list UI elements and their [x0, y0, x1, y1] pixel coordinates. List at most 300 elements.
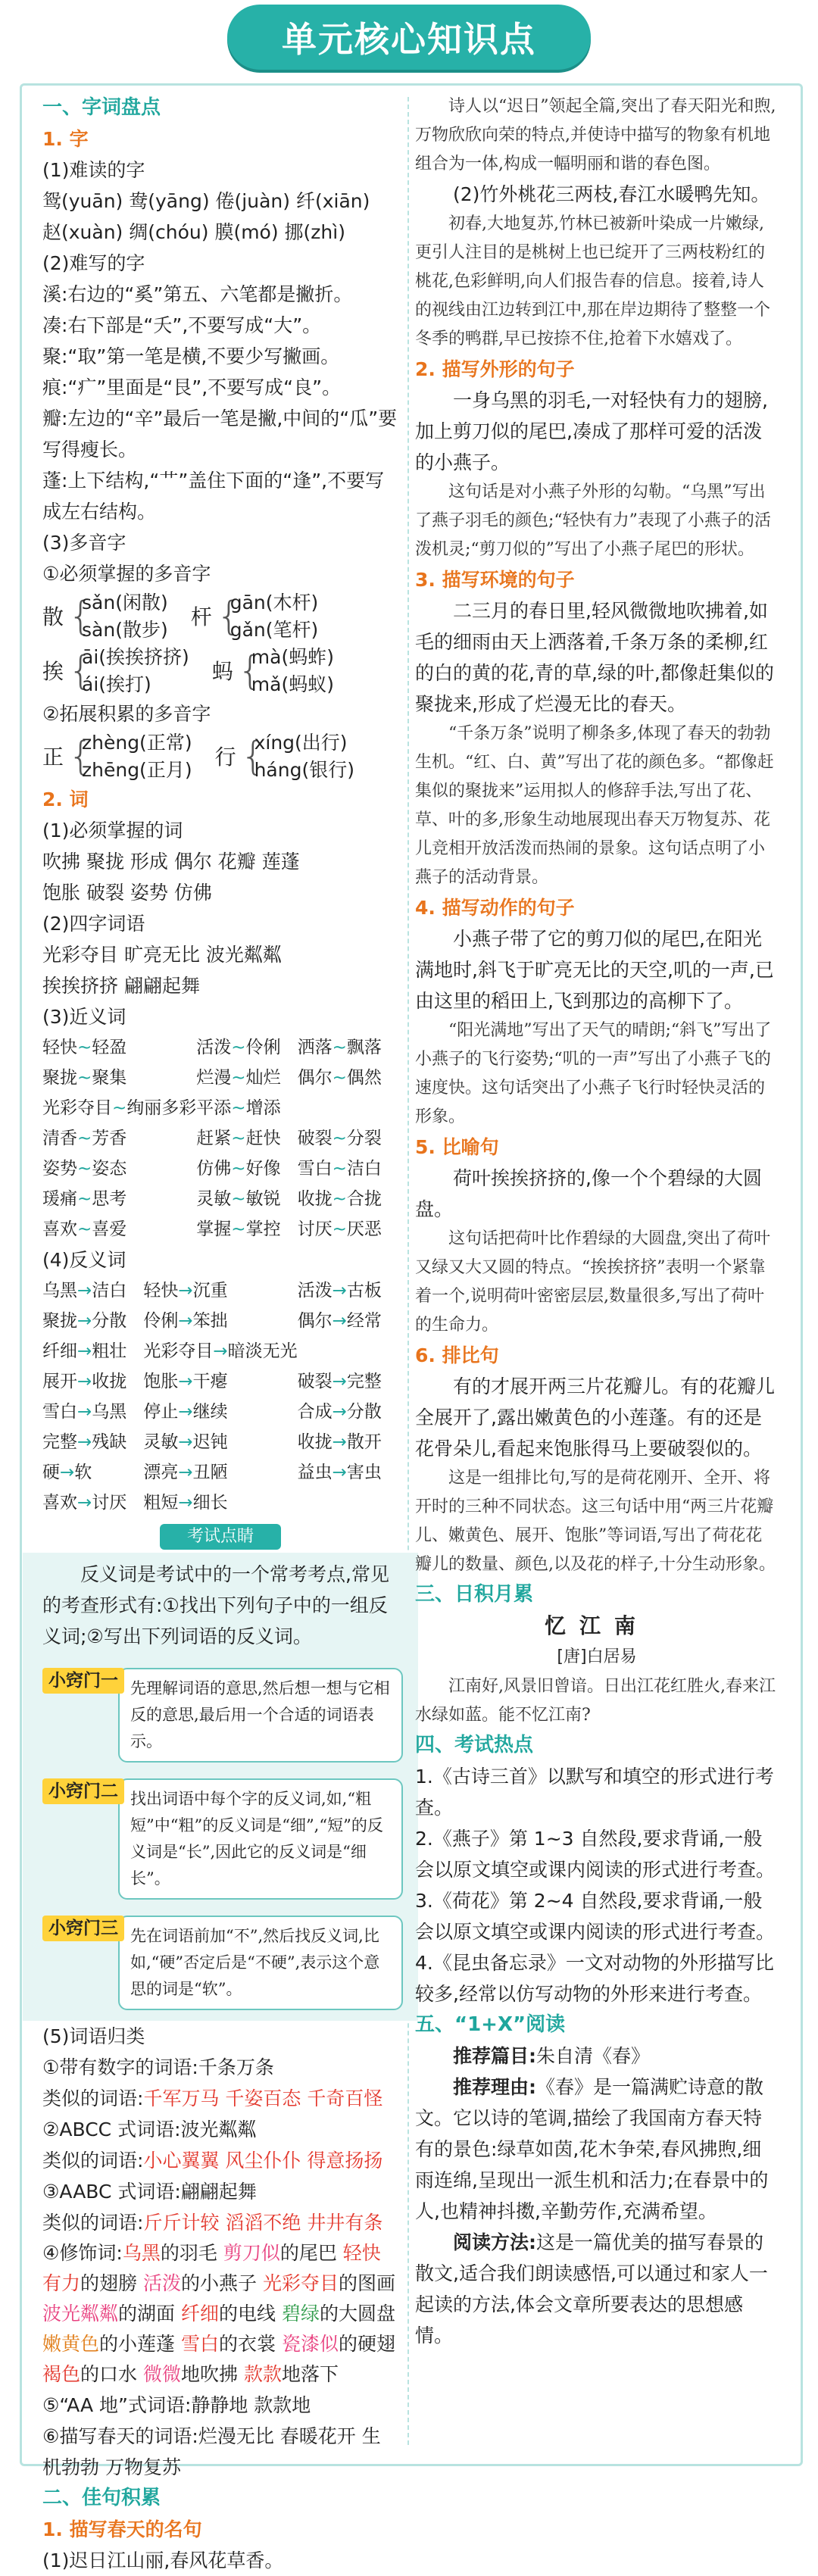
class-example: ②ABCC 式词语:波光粼粼: [42, 2119, 257, 2140]
word: 赶紧: [196, 1129, 232, 1148]
paired-word: 好像: [245, 1159, 281, 1179]
arrow-icon: →: [77, 1281, 92, 1300]
arrow-icon: →: [178, 1463, 193, 1482]
analysis-note: 这是一组排比句,写的是荷花刚开、全开、将开时的三种不同状态。这三句话中用“两三片花瓣儿、嫩黄色、展开、饱胀”等词语,写出了荷花花瓣儿的数量、颜色,以及花的样子,十分生动形象。: [415, 1469, 776, 1574]
section-heading: 一、字词盘点: [42, 96, 161, 119]
similar-words: 斤斤计较 滔滔不绝 井井有条: [143, 2212, 383, 2234]
item-label: (1)必须掌握的词: [42, 820, 183, 841]
paired-word: 洁白: [92, 1281, 127, 1300]
word: 伶俐: [143, 1311, 179, 1331]
hard-char-note: 聚:“取”第一笔是横,不要少写撇画。: [42, 345, 340, 367]
word: 仿佛: [196, 1159, 232, 1179]
paired-word: 古板: [346, 1281, 382, 1300]
subsection-heading: 2. 描写外形的句子: [415, 358, 575, 380]
word-pair: [42, 1093, 196, 1123]
paired-word: 灿烂: [245, 1068, 281, 1088]
word-pair: [42, 1336, 143, 1366]
arrow-icon: →: [178, 1281, 193, 1300]
recommended-title: [415, 2041, 779, 2072]
paired-word: 分散: [92, 1311, 127, 1331]
paired-word: 飘落: [346, 1038, 382, 1057]
hard-char-note: 瓣:左边的“辛”最后一笔是撇,中间的“瓜”要写得瘦长。: [42, 407, 398, 461]
recommend-reason: [415, 2072, 779, 2227]
paired-word: 合拢: [346, 1189, 382, 1209]
polyphone-row: [42, 589, 398, 644]
word: 灵敏: [196, 1189, 232, 1209]
hard-char-note: 溪:右边的“奚”第五、六笔都是撇折。: [42, 283, 353, 305]
noun: 地吹拂: [180, 2363, 244, 2385]
example-sentence: 有的才展开两三片花瓣儿。有的花瓣儿全展开了,露出嫩黄色的小莲蓬。有的还是花骨朵儿,看起来饱胀得马上要破裂似的。: [415, 1375, 776, 1460]
item-label: ①必须掌握的多音字: [42, 563, 211, 585]
noun: 地落下: [281, 2363, 339, 2385]
word: 瑗痛: [42, 1189, 77, 1209]
paired-word: 粗壮: [92, 1341, 127, 1361]
modifier: 嫩黄色: [42, 2333, 100, 2355]
word: 益虫: [297, 1463, 333, 1482]
arrow-icon: →: [332, 1311, 347, 1331]
subsection-heading: 1. 字: [42, 128, 89, 150]
reason-text: 《春》是一篇满贮诗意的散文。它以诗的笔调,描绘了我国南方春天特有的景色:绿草如茵,花木争荣,春风拂煦,细雨连绵,呈现出一派生机和活力;在春景中的人,也精神抖擞,辛勤劳作,充满希望。: [415, 2076, 769, 2222]
word-pair: [196, 1093, 297, 1123]
word-pair: [42, 1184, 196, 1214]
word: 灵敏: [143, 1432, 179, 1452]
paired-word: 分裂: [346, 1129, 382, 1148]
modifier-words: [42, 2238, 398, 2390]
item-label: (1)难读的字: [42, 159, 145, 181]
word: 饱胀: [143, 1372, 179, 1391]
item-label: (2)难写的字: [42, 252, 145, 274]
tip-card: [42, 1775, 403, 1900]
word: 轻快: [42, 1038, 77, 1057]
analysis-note: 这句话把荷叶比作碧绿的大圆盘,突出了荷叶又绿又大又圆的特点。“挨挨挤挤”表明一个紧靠着一个,说明荷叶密密层层,数量很多,写出了荷叶的生命力。: [415, 1229, 770, 1335]
word-pair: [196, 1154, 297, 1184]
arrow-icon: →: [178, 1311, 193, 1331]
word-line: 饱胀 破裂 姿势 仿佛: [42, 882, 212, 904]
modifier: 雪白: [180, 2333, 219, 2355]
left-column: [42, 92, 398, 2576]
word: 收拢: [297, 1189, 333, 1209]
word-pair: [298, 1336, 398, 1366]
similar-words: 小心翼翼 风尘仆仆 得意扬扬: [143, 2150, 383, 2172]
item-label: (4)反义词: [42, 1249, 126, 1271]
word-pair: [42, 1397, 143, 1427]
word-pair: [143, 1427, 297, 1457]
paired-word: 绚丽多彩: [126, 1098, 197, 1118]
word: 讨厌: [297, 1219, 333, 1239]
tilde-icon: ~: [77, 1068, 92, 1088]
word-pair: [42, 1306, 143, 1336]
word-pair: [42, 1063, 196, 1093]
arrow-icon: →: [332, 1463, 347, 1482]
tilde-icon: ~: [332, 1129, 347, 1148]
subsection-heading: 4. 描写动作的句子: [415, 897, 575, 919]
word-pair: [298, 1123, 398, 1154]
paired-word: 聚集: [92, 1068, 127, 1088]
reading: sàn(散步): [82, 619, 168, 641]
pinyin-line: 鸳(yuān) 鸯(yāng) 倦(juàn) 纤(xiān): [42, 190, 370, 212]
class-example: ①带有数字的词语:千条万条: [42, 2056, 274, 2078]
paired-word: 收拢: [92, 1372, 127, 1391]
word-pair: [143, 1306, 297, 1336]
word: 光彩夺目: [42, 1098, 112, 1118]
word-pair: [298, 1397, 398, 1427]
word-pair: [298, 1276, 398, 1306]
analysis-note: “千条万条”说明了柳条多,体现了春天的勃勃生机。“红、白、黄”写出了花的颜色多。“都像赶集似的聚拢来”运用拟人的修辞手法,写出了花、草、叶的多,形象生动地展现出春天万物复苏、花儿竞相开放活泼而热闹的景象。这句话点明了小燕子的活动背景。: [415, 724, 774, 887]
word: 偶尔: [297, 1311, 333, 1331]
antonym-grid: [42, 1276, 398, 1518]
arrow-icon: →: [332, 1372, 347, 1391]
tilde-icon: ~: [332, 1159, 347, 1179]
word-pair: [298, 1184, 398, 1214]
tilde-icon: ~: [231, 1068, 246, 1088]
analysis-note: 初春,大地复苏,竹林已被新叶染成一片嫩绿,更引人注目的是桃树上也已绽开了三两枝粉红的桃花,色彩鲜明,向人们报告春的信息。接着,诗人的视线由江边转到江中,那在岸边期待了整整一个冬季的鸭群,早已按捺不住,抢着下水嬉戏了。: [415, 214, 770, 348]
word: 活泼: [196, 1038, 232, 1057]
word: 合成: [297, 1402, 333, 1422]
word: 雪白: [42, 1402, 77, 1422]
word-pair: [42, 1488, 143, 1518]
brace-icon: {: [68, 594, 94, 639]
paired-word: 沉重: [192, 1281, 228, 1300]
paired-word: 暗淡无光: [227, 1341, 298, 1361]
brace-icon: {: [240, 734, 266, 779]
word-pair: [196, 1184, 297, 1214]
polyphone-char: 正: [42, 744, 64, 770]
paired-word: 害虫: [346, 1463, 382, 1482]
word-pair: [143, 1366, 297, 1397]
paired-word: 思考: [92, 1189, 127, 1209]
word-pair: [298, 1093, 398, 1123]
word-pair: [42, 1457, 143, 1488]
word: 洒落: [297, 1038, 333, 1057]
item-label: (3)近义词: [42, 1006, 126, 1028]
similar-words: 千军万马 千姿百态 千奇百怪: [143, 2087, 383, 2109]
tip-text: 找出词语中每个字的反义词,如,“粗短”中“粗”的反义词是“细”,“短”的反义词是“长”,因此它的反义词是“细长”。: [118, 1778, 403, 1900]
pinyin-line: 赵(xuàn) 绸(chóu) 膜(mó) 挪(zhì): [42, 221, 345, 243]
noun: 的翅膀: [80, 2272, 143, 2294]
polyphone-row: [42, 644, 398, 698]
tip-card: [42, 1664, 403, 1763]
section-heading: 三、日积月累: [415, 1583, 534, 1606]
polyphone-group: [42, 589, 168, 644]
brace-icon: {: [68, 648, 94, 694]
paired-word: 残缺: [92, 1432, 127, 1452]
word: 聚拢: [42, 1311, 77, 1331]
word: 掌握: [196, 1219, 232, 1239]
subsection-heading: 3. 描写环境的句子: [415, 569, 575, 591]
paired-word: 细长: [192, 1493, 228, 1513]
paired-word: 姿态: [92, 1159, 127, 1179]
modifier: 活泼: [142, 2272, 181, 2294]
item-label: ②拓展积累的多音字: [42, 703, 211, 725]
paired-word: 轻盈: [92, 1038, 127, 1057]
paired-word: 敏锐: [245, 1189, 281, 1209]
exam-hotspot: 4.《昆虫备忘录》一文对动物的外形描写比较多,经常以仿写动物的外形来进行考查。: [415, 1952, 774, 2005]
paired-word: 赶快: [245, 1129, 281, 1148]
exam-hotspot: 3.《荷花》第 2~4 自然段,要求背诵,一般会以原文填空或课内阅读的形式进行考查。: [415, 1890, 776, 1943]
similar-label: 类似的词语:: [42, 2150, 144, 2172]
word: 破裂: [297, 1129, 333, 1148]
reading: mà(蚂蚱): [251, 646, 334, 668]
word-pair: [298, 1427, 398, 1457]
tilde-icon: ~: [231, 1129, 246, 1148]
tilde-icon: ~: [231, 1098, 246, 1118]
exam-tip-box: [23, 1553, 418, 2021]
example-sentence: 二三月的春日里,轻风微微地吹拂着,如毛的细雨由天上洒落着,千条万条的柔柳,红的白的黄的花,青的草,绿的叶,都像赶集似的聚拢来,形成了烂漫无比的春天。: [415, 600, 774, 715]
analysis-note: 这句话是对小燕子外形的勾勒。“乌黑”写出了燕子羽毛的颜色;“轻快有力”表现了小燕子的活泼机灵;“剪刀似的”写出了小燕子尾巴的形状。: [415, 482, 771, 559]
modifier: 纤细: [180, 2303, 219, 2325]
section-heading: 二、佳句积累: [42, 2487, 161, 2509]
word: 乌黑: [42, 1281, 77, 1300]
right-column: [415, 92, 779, 2351]
modifier: 光彩夺目: [262, 2272, 339, 2294]
polyphone-group: [215, 729, 354, 784]
word-pair: [143, 1336, 297, 1366]
arrow-icon: →: [178, 1402, 193, 1422]
poem-title: 忆江南: [544, 1613, 649, 1638]
word-pair: [298, 1457, 398, 1488]
paired-word: 芳香: [92, 1129, 127, 1148]
noun: 的尾巴: [279, 2242, 343, 2264]
tilde-icon: ~: [231, 1219, 246, 1239]
modifier: 剪刀似: [223, 2242, 280, 2264]
polyphone-group: [42, 729, 192, 784]
word: 展开: [42, 1372, 77, 1391]
brace-icon: {: [68, 734, 94, 779]
tilde-icon: ~: [77, 1129, 92, 1148]
noun: 的硬翅: [338, 2333, 395, 2355]
item-label: (2)四字词语: [42, 913, 145, 935]
tip-tag: 小窍门二: [42, 1778, 124, 1804]
poem-author: [唐]白居易: [557, 1647, 637, 1666]
arrow-icon: →: [178, 1372, 193, 1391]
word: 粗短: [143, 1493, 179, 1513]
subsection-heading: 6. 排比句: [415, 1344, 499, 1366]
noun: 的湖面: [118, 2303, 181, 2325]
subsection-heading: 5. 比喻句: [415, 1136, 499, 1158]
noun: 的大圆盘: [319, 2303, 395, 2325]
paired-word: 偶然: [346, 1068, 382, 1088]
tilde-icon: ~: [231, 1038, 246, 1057]
word: 停止: [143, 1402, 179, 1422]
paired-word: 干瘪: [192, 1372, 228, 1391]
word: 破裂: [297, 1372, 333, 1391]
word: 喜欢: [42, 1219, 77, 1239]
paired-word: 完整: [346, 1372, 382, 1391]
reading: gǎn(笔杆): [229, 619, 319, 641]
paired-word: 乌黑: [92, 1402, 127, 1422]
arrow-icon: →: [77, 1372, 92, 1391]
reading: sǎn(闲散): [82, 592, 168, 614]
subsection-heading: 1. 描写春天的名句: [42, 2518, 202, 2540]
tilde-icon: ~: [332, 1189, 347, 1209]
polyphone-group: [42, 644, 189, 698]
class-similar: [42, 2145, 398, 2176]
modifier: 瓷漆似: [281, 2333, 339, 2355]
similar-label: 类似的词语:: [42, 2087, 144, 2109]
similar-label: 类似的词语:: [42, 2212, 144, 2234]
polyphone-char: 杆: [190, 604, 212, 629]
word-pair: [42, 1427, 143, 1457]
word: 平添: [196, 1098, 232, 1118]
tip-text: 先在词语前加“不”,然后找反义词,比如,“硬”否定后是“不硬”,表示这个意思的词是“软”。: [118, 1916, 403, 2010]
word-pair: [196, 1123, 297, 1154]
arrow-icon: →: [77, 1493, 92, 1513]
word: 光彩夺目: [143, 1341, 214, 1361]
example-sentence: 小燕子带了它的剪刀似的尾巴,在阳光满地时,斜飞于旷亮无比的天空,叽的一声,已由这里的稻田上,飞到那边的高柳下了。: [415, 928, 774, 1012]
rec-label: 推荐篇目:: [453, 2045, 536, 2067]
exam-tip-title: 考试点睛: [160, 1524, 281, 1550]
paired-word: 软: [74, 1463, 92, 1482]
polyphone-char: 行: [214, 744, 236, 770]
modifier: 轻快: [342, 2242, 381, 2264]
arrow-icon: →: [77, 1402, 92, 1422]
arrow-icon: →: [332, 1432, 347, 1452]
page-banner: 单元核心知识点: [227, 5, 591, 70]
paired-word: 伶俐: [245, 1038, 281, 1057]
hard-char-note: 蓬:上下结构,“艹”盖住下面的“逢”,不要写成左右结构。: [42, 470, 385, 523]
word: 清香: [42, 1129, 77, 1148]
class-example: ③AABC 式词语:翩翩起舞: [42, 2181, 257, 2203]
word-pair: [196, 1032, 297, 1063]
word-pair: [298, 1488, 398, 1518]
paired-word: 继续: [192, 1402, 228, 1422]
section-heading: 五、“1+X”阅读: [415, 2013, 566, 2036]
modifier: 微微: [142, 2363, 181, 2385]
word-pair: [143, 1397, 297, 1427]
word-line: 光彩夺目 旷亮无比 波光粼粼: [42, 944, 282, 966]
word: 轻快: [143, 1281, 179, 1300]
paired-word: 迟钝: [192, 1432, 228, 1452]
word: 偶尔: [297, 1068, 333, 1088]
word-pair: [298, 1154, 398, 1184]
tilde-icon: ~: [332, 1219, 347, 1239]
reading: gān(木杆): [229, 592, 319, 614]
arrow-icon: →: [178, 1432, 193, 1452]
tilde-icon: ~: [77, 1219, 92, 1239]
poem-text: 江南好,风景旧曾谙。日出江花红胜火,春来江水绿如蓝。能不忆江南?: [415, 1677, 776, 1725]
polyphone-char: 散: [42, 604, 64, 629]
word-pair: [143, 1488, 297, 1518]
word-pair: [143, 1457, 297, 1488]
paired-word: 丑陋: [192, 1463, 228, 1482]
noun: 的衣裳: [218, 2333, 282, 2355]
modifier: 乌黑: [122, 2242, 161, 2264]
method-text: 这是一篇优美的描写春景的散文,适合我们朗读感悟,可以通过和家人一起读的方法,体会文章所要表达的思想感情。: [415, 2231, 768, 2347]
brace-icon: {: [237, 648, 263, 694]
reading: ái(挨打): [82, 673, 151, 695]
word-line: 挨挨挤挤 翩翩起舞: [42, 975, 200, 997]
tip-text: 先理解词语的意思,然后想一想与它相反的意思,最后用一个合适的词语表示。: [118, 1668, 403, 1763]
brace-icon: {: [216, 594, 242, 639]
tilde-icon: ~: [231, 1189, 246, 1209]
word: 漂亮: [143, 1463, 179, 1482]
tilde-icon: ~: [332, 1038, 347, 1057]
paired-word: 喜爱: [92, 1219, 127, 1239]
reading: zhèng(正常): [82, 732, 192, 754]
word-pair: [143, 1276, 297, 1306]
paired-word: 掌控: [245, 1219, 281, 1239]
rec-value: 朱自清《春》: [536, 2045, 651, 2067]
paired-word: 增添: [245, 1098, 281, 1118]
word-pair: [42, 1123, 196, 1154]
word-pair: [42, 1276, 143, 1306]
analysis-note: “阳光满地”写出了天气的晴朗;“斜飞”写出了小燕子的飞行姿势;“叽的一声”写出了小燕子飞的速度快。这句话突出了小燕子飞行时轻快灵活的形象。: [415, 1021, 772, 1126]
reading: xíng(出行): [254, 732, 348, 754]
arrow-icon: →: [77, 1432, 92, 1452]
tip-tag: 小窍门三: [42, 1916, 124, 1941]
subsection-heading: 2. 词: [42, 788, 89, 810]
method-label: 阅读方法:: [453, 2231, 536, 2253]
exam-tip-text: 反义词是考试中的一个常考考点,常见的考查形式有:①找出下列句子中的一组反义词;②写出下列词语的反义词。: [42, 1563, 389, 1647]
noun: 的小燕子: [180, 2272, 263, 2294]
polyphone-group: [191, 589, 319, 644]
word-pair: [196, 1214, 297, 1244]
noun: 的口水: [80, 2363, 143, 2385]
reading: mǎ(蚂蚁): [251, 673, 334, 695]
noun: 的小莲蓬: [99, 2333, 181, 2355]
arrow-icon: →: [332, 1281, 347, 1300]
paired-word: 散开: [346, 1432, 382, 1452]
reading: zhēng(正月): [82, 759, 192, 781]
reason-label: 推荐理由:: [453, 2076, 536, 2098]
item-label: (5)词语归类: [42, 2025, 145, 2047]
polyphone-group: [212, 644, 334, 698]
tilde-icon: ~: [77, 1189, 92, 1209]
tilde-icon: ~: [77, 1038, 92, 1057]
word: 喜欢: [42, 1493, 77, 1513]
word-pair: [298, 1032, 398, 1063]
word: 收拢: [297, 1432, 333, 1452]
word: 姿势: [42, 1159, 77, 1179]
noun: 的羽毛: [160, 2242, 223, 2264]
paired-word: 分散: [346, 1402, 382, 1422]
word: 雪白: [297, 1159, 333, 1179]
tilde-icon: ~: [231, 1159, 246, 1179]
item-label: (3)多音字: [42, 532, 126, 554]
word-line: 吹拂 聚拢 形成 偶尔 花瓣 莲蓬: [42, 851, 300, 873]
word: 烂漫: [196, 1068, 232, 1088]
noun: 的图画: [338, 2272, 395, 2294]
word-pair: [298, 1366, 398, 1397]
example-sentence: 荷叶挨挨挤挤的,像一个个碧绿的大圆盘。: [415, 1167, 762, 1220]
column-divider: [407, 97, 409, 2445]
word: 活泼: [297, 1281, 333, 1300]
example-sentence: 一身乌黑的羽毛,一对轻快有力的翅膀,加上剪刀似的尾巴,凑成了那样可爱的活泼的小燕子。: [415, 389, 768, 473]
arrow-icon: →: [178, 1493, 193, 1513]
word-pair: [42, 1366, 143, 1397]
tip-tag: 小窍门一: [42, 1668, 124, 1694]
arrow-icon: →: [213, 1341, 228, 1361]
tilde-icon: ~: [112, 1098, 127, 1118]
word-pair: [298, 1214, 398, 1244]
paired-word: 洁白: [346, 1159, 382, 1179]
word-pair: [298, 1063, 398, 1093]
analysis-note: 诗人以“迟日”领起全篇,突出了春天阳光和煦,万物欣欣向荣的特点,并使诗中描写的物象有机地组合为一体,构成一幅明丽和谐的春色图。: [415, 97, 776, 173]
class-similar: [42, 2207, 398, 2238]
paired-word: 厌恶: [346, 1219, 382, 1239]
paired-word: 笨拙: [192, 1311, 228, 1331]
modifier: 有力: [42, 2272, 81, 2294]
modifier: 碧绿: [281, 2303, 320, 2325]
synonym-grid: [42, 1032, 398, 1244]
tilde-icon: ~: [77, 1159, 92, 1179]
class-example: ⑥描写春天的词语:烂漫无比 春暖花开 生机勃勃 万物复苏: [42, 2425, 381, 2478]
class-similar: [42, 2083, 398, 2114]
word-pair: [42, 1214, 196, 1244]
exam-hotspot: 2.《燕子》第 1~3 自然段,要求背诵,一般会以原文填空或课内阅读的形式进行考查。: [415, 1828, 776, 1881]
polyphone-row: [42, 729, 398, 784]
arrow-icon: →: [332, 1402, 347, 1422]
